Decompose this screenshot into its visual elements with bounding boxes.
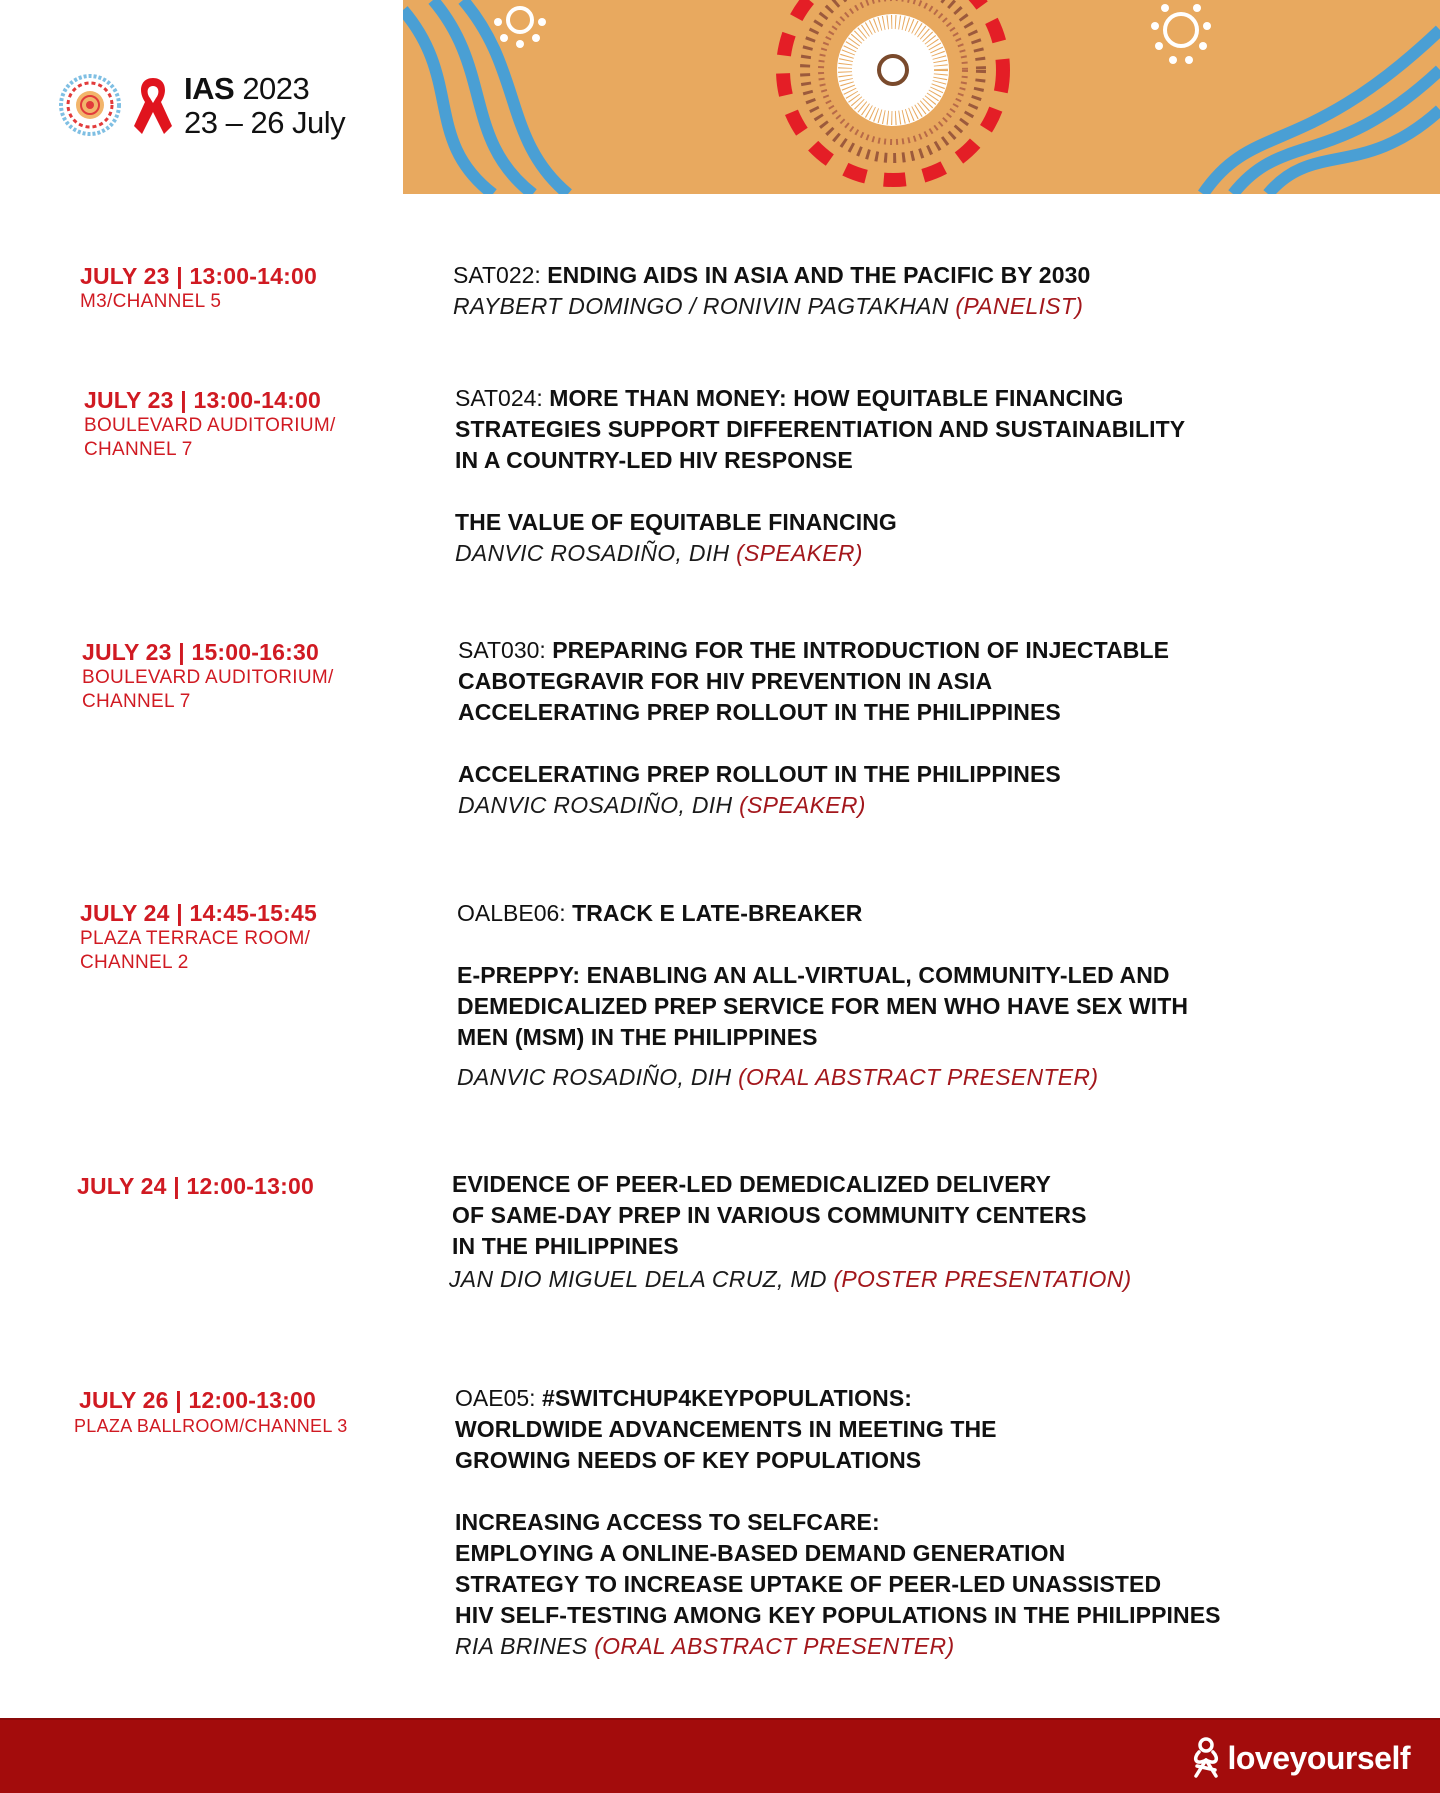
session-title: EVIDENCE OF PEER-LED DEMEDICALIZED DELIVERY xyxy=(452,1171,1051,1197)
session-venue: CHANNEL 7 xyxy=(84,439,193,460)
session-title: TRACK E LATE-BREAKER xyxy=(572,900,863,926)
talk-title: INCREASING ACCESS TO SELFCARE: xyxy=(455,1509,880,1535)
session-title: WORLDWIDE ADVANCEMENTS IN MEETING THE xyxy=(455,1416,997,1442)
presenter-role: (ORAL ABSTRACT PRESENTER) xyxy=(738,1064,1099,1090)
talk-title: EMPLOYING A ONLINE-BASED DEMAND GENERATION xyxy=(455,1540,1066,1566)
logo-text xyxy=(184,70,346,140)
presenter-name: RIA BRINES xyxy=(455,1633,595,1659)
session-details xyxy=(458,635,1169,821)
session-title: IN A COUNTRY-LED HIV RESPONSE xyxy=(455,447,853,473)
session-title: CABOTEGRAVIR FOR HIV PREVENTION IN ASIA xyxy=(458,668,993,694)
presenter-name: DANVIC ROSADIÑO, DIH xyxy=(458,792,740,818)
session-title: STRATEGIES SUPPORT DIFFERENTIATION AND SUSTAINABILITY xyxy=(455,416,1186,442)
session-details xyxy=(453,260,1090,322)
session-title: PREPARING FOR THE INTRODUCTION OF INJECTABLE xyxy=(552,637,1170,663)
session-code: SAT022: xyxy=(453,262,548,288)
session-date: JULY 26 | 12:00-13:00 xyxy=(79,1387,316,1413)
session-venue: BOULEVARD AUDITORIUM/ xyxy=(82,667,334,688)
session-code: SAT024: xyxy=(455,385,550,411)
ias-logo xyxy=(58,70,345,140)
presenter-role: (SPEAKER) xyxy=(736,540,863,566)
session-title: ACCELERATING PREP ROLLOUT IN THE PHILIPPINES xyxy=(458,699,1061,725)
session-code: OAE05: xyxy=(455,1385,542,1411)
logo-dates: 23 – 26 July xyxy=(184,104,346,140)
talk-title: STRATEGY TO INCREASE UPTAKE OF PEER-LED UNASSISTED xyxy=(455,1571,1162,1597)
session-when xyxy=(80,899,317,975)
session-details xyxy=(457,898,1188,1093)
session-title: IN THE PHILIPPINES xyxy=(452,1233,679,1259)
session-when xyxy=(82,638,334,714)
session-title: #SWITCHUP4KEYPOPULATIONS: xyxy=(541,1385,913,1411)
presenter-name: RAYBERT DOMINGO / RONIVIN PAGTAKHAN xyxy=(453,293,956,319)
red-ribbon-icon xyxy=(132,74,174,136)
session-when xyxy=(80,262,317,314)
session-details xyxy=(449,1169,1132,1295)
session-title: MORE THAN MONEY: HOW EQUITABLE FINANCING xyxy=(549,385,1124,411)
session-date: JULY 24 | 12:00-13:00 xyxy=(77,1173,314,1199)
session-when xyxy=(74,1386,348,1438)
talk-title: MEN (MSM) IN THE PHILIPPINES xyxy=(457,1024,818,1050)
presenter-role: (PANELIST) xyxy=(955,293,1084,319)
header xyxy=(0,0,1440,194)
talk-title: DEMEDICALIZED PREP SERVICE FOR MEN WHO HAVE SEX WITH xyxy=(457,993,1189,1019)
brand-name: loveyourself xyxy=(1227,1739,1410,1776)
presenter-role: (POSTER PRESENTATION) xyxy=(833,1266,1132,1292)
presenter-name: JAN DIO MIGUEL DELA CRUZ, MD xyxy=(449,1266,834,1292)
dot-art-banner-icon xyxy=(403,0,1440,194)
loveyourself-logo xyxy=(1189,1736,1410,1780)
session-venue: M3/CHANNEL 5 xyxy=(80,291,222,312)
session-venue: BOULEVARD AUDITORIUM/ xyxy=(84,415,336,436)
session-venue: PLAZA TERRACE ROOM/ xyxy=(80,928,311,949)
talk-title: E-PREPPY: ENABLING AN ALL-VIRTUAL, COMMUNITY-LED AND xyxy=(457,962,1170,988)
session-details xyxy=(455,383,1185,569)
session-details xyxy=(455,1383,1221,1662)
talk-title: THE VALUE OF EQUITABLE FINANCING xyxy=(455,509,897,535)
decorative-banner xyxy=(403,0,1440,194)
session-venue: PLAZA BALLROOM/CHANNEL 3 xyxy=(74,1416,348,1436)
session-when xyxy=(77,1172,314,1200)
session-venue: CHANNEL 2 xyxy=(80,952,189,973)
talk-title: ACCELERATING PREP ROLLOUT IN THE PHILIPPINES xyxy=(458,761,1061,787)
session-title: OF SAME-DAY PREP IN VARIOUS COMMUNITY CENTERS xyxy=(452,1202,1087,1228)
session-date: JULY 23 | 15:00-16:30 xyxy=(82,639,319,665)
loveyourself-figure-icon xyxy=(1189,1736,1223,1780)
session-date: JULY 24 | 14:45-15:45 xyxy=(80,900,317,926)
session-title: ENDING AIDS IN ASIA AND THE PACIFIC BY 2030 xyxy=(547,262,1091,288)
presenter-role: (ORAL ABSTRACT PRESENTER) xyxy=(594,1633,955,1659)
talk-title: HIV SELF-TESTING AMONG KEY POPULATIONS IN THE PHILIPPINES xyxy=(455,1602,1221,1628)
session-title: GROWING NEEDS OF KEY POPULATIONS xyxy=(455,1447,922,1473)
session-venue: CHANNEL 7 xyxy=(82,691,191,712)
presenter-role: (SPEAKER) xyxy=(739,792,866,818)
session-date: JULY 23 | 13:00-14:00 xyxy=(80,263,317,289)
session-code: SAT030: xyxy=(458,637,553,663)
session-date: JULY 23 | 13:00-14:00 xyxy=(84,387,321,413)
session-when xyxy=(84,386,336,462)
presenter-name: DANVIC ROSADIÑO, DIH xyxy=(457,1064,739,1090)
ias-emblem-icon xyxy=(58,73,122,137)
logo-org: IAS xyxy=(184,70,235,106)
footer-bar xyxy=(0,1718,1440,1793)
presenter-name: DANVIC ROSADIÑO, DIH xyxy=(455,540,737,566)
logo-year: 2023 xyxy=(242,70,310,106)
session-code: OALBE06: xyxy=(457,900,573,926)
